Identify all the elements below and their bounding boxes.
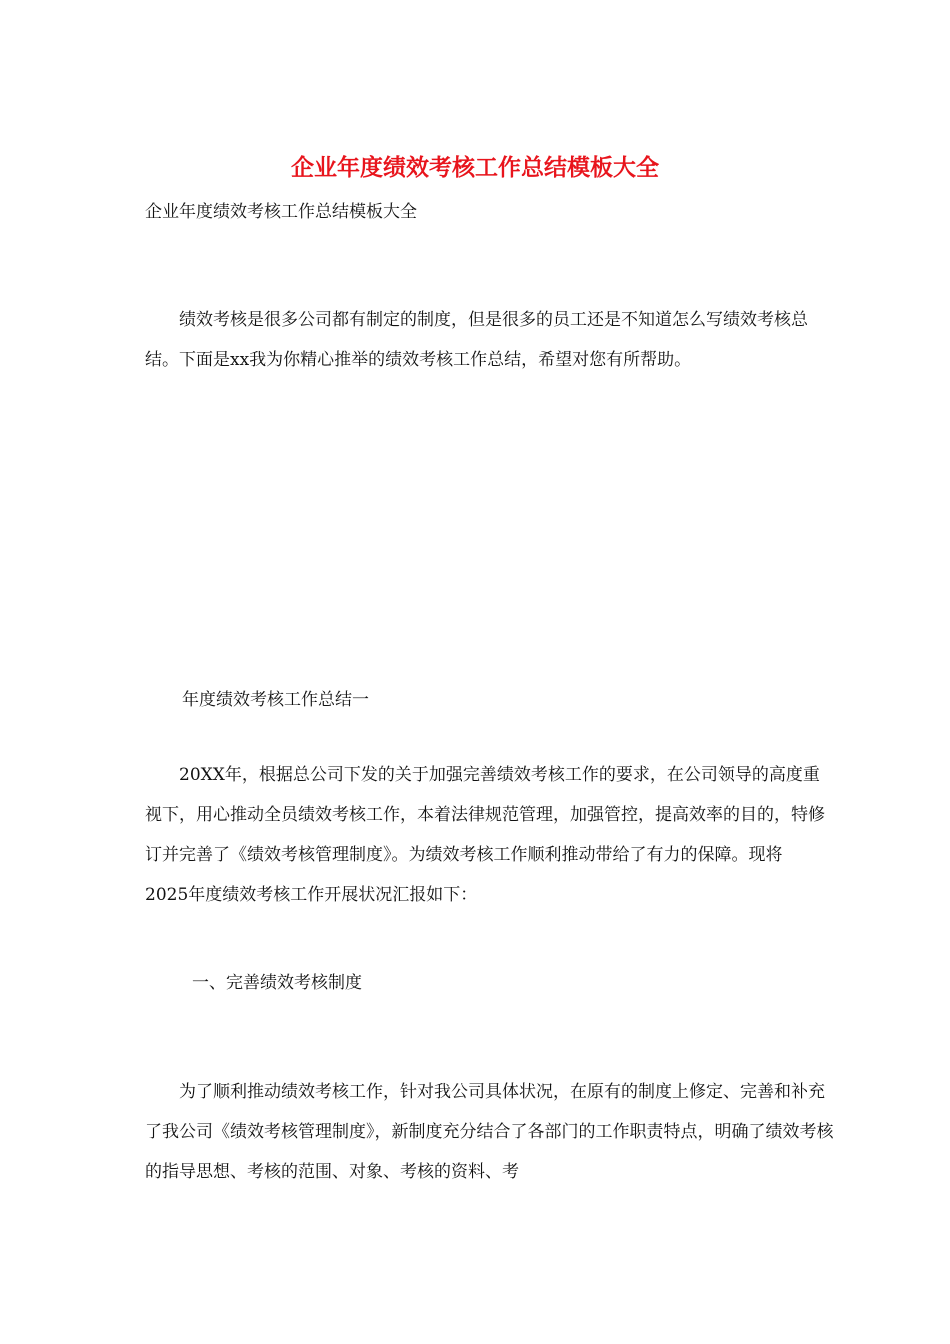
section-heading: 年度绩效考核工作总结一 xyxy=(182,690,369,710)
intro-paragraph: 绩效考核是很多公司都有制定的制度，但是很多的员工还是不知道怎么写绩效考核总结。下面是xx我为你精心推举的绩效考核工作总结，希望对您有所帮助。 xyxy=(145,310,808,370)
document-title: 企业年度绩效考核工作总结模板大全 xyxy=(291,155,659,181)
body-paragraph-2: 为了顺利推动绩效考核工作，针对我公司具体状况，在原有的制度上修定、完善和补充了我公司《绩效考核管理制度》，新制度充分结合了各部门的工作职责特点，明确了绩效考核的指导思想、考核的范围、对象、考核的资料、考 xyxy=(145,1082,834,1182)
document-subtitle: 企业年度绩效考核工作总结模板大全 xyxy=(145,202,417,222)
subheading-1: 一、完善绩效考核制度 xyxy=(192,973,362,993)
body-paragraph-1: 20XX年，根据总公司下发的关于加强完善绩效考核工作的要求，在公司领导的高度重视下，用心推动全员绩效考核工作，本着法律规范管理，加强管控，提高效率的目的，特修订并完善了《绩效考核管理制度》。为绩效考核工作顺利推动带给了有力的保障。现将2025年度绩效考核工作开展状况汇报如下： xyxy=(145,765,825,905)
